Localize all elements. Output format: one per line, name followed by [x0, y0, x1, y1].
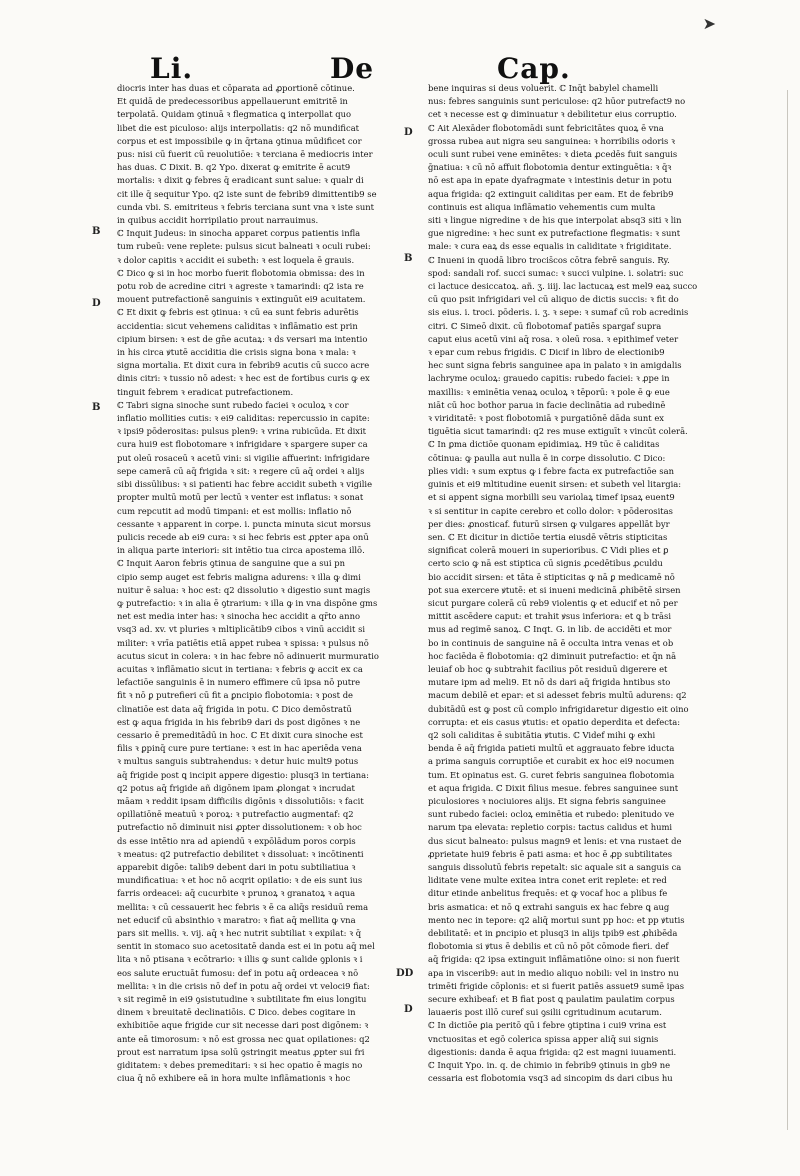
text-column-left [117, 82, 397, 1132]
text-line: māam ꝛ reddit ipsam difficilis digōnis ꝛ dissolutiōis: ꝛ facit [117, 795, 364, 806]
text-line: nuitur ē salua: ꝛ hoc est: q2 dissolutio ꝛ digestio sunt magis [117, 584, 371, 595]
text-line: potu rob de acredine citri ꝛ agreste ꝛ tamarindi: q2 ista re [117, 281, 364, 292]
text-line: cessante ꝛ apparent in corpe. i. puncta minuta sicut morsus [117, 518, 371, 529]
text-line: male: ꝛ cura eaꝝ ds esse equalis in caliditate ꝛ frigiditate. [428, 241, 672, 252]
margin-mark-right: DD [396, 968, 414, 979]
text-line: libet die est piculoso: alijs interpollatis: q2 nō mundificat [117, 122, 360, 133]
text-line: nus: febres sanguinis sunt periculose: q2 hūor putrefact9 no [428, 96, 686, 107]
text-line: filis ꝛ ꝑpinq̄ cure pure tertiane: ꝛ est in hac aperiēda vena [117, 743, 362, 754]
text-line: ditur etinde anbelitus frequēs: et ꝙ vocaf hoc a plibus fe [428, 888, 668, 899]
page-edge [765, 90, 788, 1130]
text-line: mortalis: ꝛ dixit ꝙ febres q̄ eradicant sunt salue: ꝛ qualr di [117, 175, 364, 186]
text-line: maxillis: ꝛ eminētia venaꝝ oculoꝝ ꝛ tēporū: ꝛ pole ē ꝙ eue [428, 386, 670, 397]
text-line: net educif cū absinthio ꝛ maratro: ꝛ fiat aq̄ mellita ꝙ vna [117, 914, 356, 925]
text-line: propter multū motū per lectū ꝛ venter est inflatus: ꝛ sonat [117, 492, 364, 503]
text-line: siti ꝛ lingue nigredine ꝛ de his que interpolat absq3 siti ꝛ lin [428, 215, 682, 226]
text-line: per dies: ꝓnosticaf. futurū sirsen ꝙ vulgares appellāt byr [428, 518, 670, 529]
text-line: ds esse intētio nra ad apiendū ꝛ expōlādum poros corpis [117, 835, 356, 846]
text-line: bo in continuis de sanguine nā ē occulta intra venas et ob [428, 637, 674, 648]
text-line: dubitādū est ꝙ post cū complo infrigidaretur digestio eit oino [428, 703, 689, 714]
text-line: ꝛ viriditatē: ꝛ post flobotomiā ꝛ purgatiōnē dāda sunt ex [428, 413, 665, 424]
text-line: cura hui9 est flobotomare ꝛ infrigidare ꝛ spargere super ca [117, 439, 368, 450]
text-line: net est media inter has: ꝛ sinocha hec accidit a qr̄to anno [117, 611, 361, 622]
text-line: eos salute eructuāt fumosu: def in potu aq̄ ordeacea ꝛ nō [117, 967, 359, 978]
margin-mark-left: B [92, 226, 101, 237]
text-line: ℂ Inquit Aaron febris ꝯtinua de sanguine que a sui pn [117, 558, 346, 569]
text-line: mento nec in tepore: q2 aliq̄ mortui sunt pp hoc: et pp ꝟtutis [428, 914, 685, 925]
text-line: piculosiores ꝛ nociuiores alijs. Et signa febris sanguinee [428, 795, 666, 806]
text-line: sepe camerā cū aq̄ frigida ꝛ sit: ꝛ regere cū aq̄ ordei ꝛ alijs [117, 465, 365, 476]
text-line: ḡnatiua: ꝛ cū nō affuit flobotomia dentur extinguētia: ꝛ q̄ꝛ [428, 162, 672, 173]
text-line: ci lactuce desiccatoꝝ. añ. ʒ. iiij. lac lactucaꝝ est mel9 eaꝝ succo [428, 281, 698, 292]
text-line: et si appent signa morbilli seu variolaꝝ timef ipsaꝝ euent9 [428, 492, 675, 503]
text-line: sibi dissūlibus: ꝛ si patienti hac febre accidit subeth ꝛ vigilie [117, 479, 373, 490]
text-line: ꝛ meatus: q2 putrefactio debilitet ꝛ dissoluat: ꝛ incōtinenti [117, 848, 364, 859]
text-line: vsq3 ad. xv. vt pluries ꝛ mltiplicātib9 cibos ꝛ vinū accidit si [117, 624, 366, 635]
text-line: lita ꝛ nō ptisana ꝛ ecōtrario: ꝛ illis ꝙ sunt calide ꝯplonis ꝛ i [117, 954, 363, 965]
text-line: ꝙ putrefactio: ꝛ in alia ē ꝯtrarium: ꝛ illa ꝙ in vna dispōne gms [117, 597, 378, 608]
running-head-middle: De [330, 52, 375, 85]
text-line: vnctuositas et egō colerica spissa apper aliq̄ sui signis [428, 1033, 659, 1044]
text-line: bene inquiras si deus voluerit. ℂ Inq̄t babylel chamelli [428, 83, 659, 93]
text-line: ℂ Inueni in quodā libro trocis̄cos cōtra febrē sanguis. Ry. [428, 254, 670, 265]
text-line: guinis et ei9 mltitudine euenit sirsen: et subeth vel litargia: [428, 479, 682, 490]
text-line: corpus et est impossibile ꝙ in q̄rtana ꝯtinua mūdificet cor [117, 135, 362, 146]
text-line: cum repcutit ad modū timpani: et est mollis: inflatio nō [117, 505, 352, 516]
text-line: continuis est aliqua inflāmatio vehementis cum multa [428, 201, 656, 212]
text-line: ℂ Dico ꝙ si in hoc morbo fuerit flobotomia obmissa: des in [117, 267, 365, 278]
text-line: a prima sanguis corruptiōe et curabit ex hoc ei9 nocumen [428, 756, 675, 767]
text-line: caput eius acetū vini aq̄ rosa. ꝛ oleū rosa. ꝛ epithimef veter [428, 333, 679, 344]
text-line: pot sua exercere ꝟtutē: et si inueni medicinā ꝓhibētē sirsen [428, 584, 681, 595]
text-line: flobotomia si ꝟtus ē debilis et cū nō pōt cōmode fieri. def [428, 941, 669, 952]
running-head-right: Cap. [497, 52, 571, 85]
text-line: nō est apa in epate dyafragmate ꝛ intestinis detur in potu [428, 175, 672, 186]
text-line: debilitatē: et in ꝑncipio et plusq3 in alijs tpib9 est ꝓhibēda [428, 928, 678, 938]
text-line: lachryme oculoꝝ: grauedo capitis: rubedo faciei: ꝛ ꝓpe in [428, 373, 670, 384]
text-line: diocris inter has duas et cōparata ad ꝓportionē cōtinue. [117, 83, 355, 93]
text-line: mellita: ꝛ in die crisis nō def in potu aq̄ ordei vt veloci9 fiat: [117, 980, 370, 991]
text-line: corrupta: et eis casus ꝟtutis: et opatio deperdita et defecta: [428, 716, 681, 727]
text-line: ꝛ multus sanguis subtrahendus: ꝛ detur huic mult9 potus [117, 756, 359, 767]
text-line: cessario ē premeditādū in hoc. ℂ Et dixit cura sinoche est [117, 729, 363, 740]
text-line: cipio semp auget est febris maligna adurens: ꝛ illa ꝙ dimi [117, 571, 361, 582]
text-line: liditate vene multe exitea intra conet erit replete: et red [428, 875, 667, 886]
text-line: et aqua frigida. ℂ Dixit filius mesue. febres sanguinee sunt [428, 782, 679, 793]
text-line: ℂ Inquit Ypo. in. q. de chimio in febrib9 ꝯtinuis in gb9 ne [428, 1060, 671, 1071]
text-line: opillatiōnē meatuū ꝛ poroꝝ: ꝛ putrefactio augmentaf: q2 [117, 809, 354, 820]
text-line: cunda vbi. S. emitriteus ꝛ febris terciana sunt vna ꝛ iste sunt [117, 201, 375, 212]
text-line: tiguētia sicut tamarindi: q2 res muse extiguīt ꝛ vincūt colerā. [428, 426, 688, 437]
text-line: tinguit febrem ꝛ eradicat putrefactionem. [117, 386, 294, 397]
text-line: narum tpa elevata: repletio corpis: tactus calidus et humi [428, 822, 673, 833]
text-line: q2 soli caliditas ē subitātia ꝟtutis. ℂ Videf mihi ꝙ exhi [428, 729, 656, 740]
text-line: hec sunt signa febris sanguinee apa in palato ꝛ in amigdalis [428, 360, 682, 371]
text-line: fit ꝛ nō ꝑ putrefieri cū fit a ꝑncipio flobotomia: ꝛ post de [117, 690, 354, 701]
text-line: cet ꝛ necesse est ꝙ diminuatur ꝛ debilitetur eius corruptio. [428, 109, 677, 120]
text-line: cit ille q̄ sequitur Ypo. q2 iste sunt de febrib9 dimittentib9 se [117, 188, 377, 199]
text-line: dinis citri: ꝛ tussio nō adest: ꝛ hec est de fortibus curis ꝙ ex [117, 373, 370, 384]
text-line: bio accidit sirsen: et tāta ē stipticitas ꝙ nā ꝑ medicamē nō [428, 571, 675, 582]
text-line: put oleū rosaceū ꝛ acetū vini: si vigilie affuerint: infrigidare [117, 452, 370, 463]
text-line: militer: ꝛ vrīa patiētis etiā appet rubea ꝛ spissa: ꝛ pulsus nō [117, 637, 369, 648]
text-line: ꝛ sit regimē in ei9 ꝯsistutudine ꝛ subtilitate fm eius longitu [117, 994, 367, 1005]
text-line: tum rubeū: vene replete: pulsus sicut balneati ꝛ oculi rubei: [117, 241, 371, 252]
text-line: sentit in stomaco suo acetositatē danda est ei in potu aq̄ mel [117, 941, 375, 952]
text-line: mutare ipm ad meli9. Et nō ds dari aq̄ frigida hntibus sto [428, 677, 671, 688]
text-line: sis eius. i. troci. pōderis. i. ʒ. ꝛ sepe: ꝛ sumaf cū rob acredinis [428, 307, 689, 318]
text-line: dinem ꝛ breuitatē declinatiōis. ℂ Dico. debes cogitare in [117, 1007, 356, 1018]
text-line: bris asmatica: et nō ꝗ extrahi sanguis ex hac febre ꝗ aug [428, 901, 670, 912]
text-line: ℂ In dictiōe ꝑia peritō qū i febre ꝯtiptina i cui9 vrina est [428, 1020, 667, 1031]
text-line: ℂ Tabri signa sinoche sunt rubedo faciei ꝛ oculoꝝ ꝛ cor [117, 399, 349, 410]
text-line: aqua frigida: q2 extinguit caliditas per eam. Et de febrib9 [428, 188, 674, 199]
text-line: aq̄ frigida: q2 ipsa extinguit inflāmatiōne oino: si non fuerit [428, 954, 680, 965]
text-line: lefactiōe sanguinis ē in numero effimere cū ipsa nō putre [117, 677, 361, 688]
text-line: sanguis dissolutū febris repetalt: sic aquale sit a sanguis ca [428, 861, 682, 872]
text-line: has duas. ℂ Dixit. B. q2 Ypo. dixerat ꝙ emitrite ē acut9 [117, 162, 351, 173]
text-line: citri. ℂ Simeō dixit. cū flobotomaf patiēs spargaf supra [428, 320, 662, 331]
text-line: prout est narratum ipsa solū ꝯstringit meatus ꝓpter sui fri [117, 1046, 365, 1057]
text-line: secure exhibeaf: et B fiat post ꝗ paulatim paulatim corpus [428, 994, 675, 1005]
text-line: signa mortalia. Et dixit cura in febrib9 acutis cū succo acre [117, 360, 370, 371]
text-line: farris ordeacei: aq̄ cucurbite ꝛ prunoꝝ ꝛ granatoꝝ ꝛ aqua [117, 888, 356, 899]
text-line: plies vidi: ꝛ sum exptus ꝙ i febre facta ex putrefactiōe san [428, 465, 674, 476]
text-line: apparebit digōe: talib9 debent dari in potu subtiliatiua ꝛ [117, 861, 356, 872]
text-column-right [428, 82, 708, 1132]
text-line: niāt cū hoc bothor parua in facie declinātia ad rubedinē [428, 399, 666, 410]
text-line: acutus sicut in colera: ꝛ in hac febre nō adinuerit murmuratio [117, 650, 379, 661]
text-line: aq̄ frigide post ꝗ incipit appere digestio: plusq3 in tertiana: [117, 769, 369, 780]
text-line: q2 potus aq̄ frigide añ digōnem ipam ꝓlongat ꝛ incrudat [117, 782, 355, 793]
text-line: ꝛ epar cum rebus frigidis. ℂ Dicif in libro de electionib9 [428, 347, 665, 358]
text-line: pars sit mellis. ꝛ. vij. aq̄ ꝛ hec nutrit subtiliat ꝛ expilat: ꝛ q̄ [117, 928, 362, 938]
text-line: sen. ℂ Et dicitur in dictiōe tertia eiusdē vētris stipticitas [428, 531, 668, 542]
text-line: cū quo psit infrigidari vel cū aliquo de dictis succis: ꝛ fit do [428, 294, 679, 305]
text-line: dus sicut balneato: pulsus magn9 et lenis: et vna rustaet de [428, 835, 682, 846]
running-head-left: Li. [150, 52, 194, 85]
text-line: exhibitiōe aque frigide cur sit necesse dari post digōnem: ꝛ [117, 1020, 369, 1031]
text-line: giditatem: ꝛ debes premeditari: ꝛ si hec opatio ē magis no [117, 1060, 363, 1071]
text-line: leuiaf ob hoc ꝙ subtrahit facilius pōt residuū digerere et [428, 663, 668, 674]
text-line: pulicis recede ab ei9 cura: ꝛ si hec febris est ꝓpter apa onū [117, 531, 369, 542]
text-line: mouent putrefactionē sanguinis ꝛ extinguūt ei9 acuitatem. [117, 294, 366, 305]
text-line: accidentia: sicut vehemens caliditas ꝛ inflāmatio est prin [117, 320, 358, 331]
text-line: inflatio mollities cutis: ꝛ ei9 caliditas: repercussio in capite: [117, 413, 370, 424]
text-line: ꝓprietate hui9 febris ē pati asma: et hoc ē ꝓp subtilitates [428, 848, 673, 859]
text-line: cōtinua: ꝙ paulla aut nulla ē in corpe dissolutio. ℂ Dico: [428, 452, 666, 463]
text-line: putrefactio nō diminuit nisi ꝓpter dissolutionem: ꝛ ob hoc [117, 822, 362, 833]
text-line: tum. Et opinatus est. G. curet febris sanguinea flobotomia [428, 769, 675, 780]
text-line: lauaeris post illō curef sui ꝯsilii cgritudinum acutarum. [428, 1007, 662, 1018]
text-line: certo scio ꝙ nā est stiptica cū signis ꝓcedētibus ꝓculdu [428, 558, 663, 569]
text-line: cessaria est flobotomia vsq3 ad sincopim ds dari cibus hu [428, 1073, 673, 1084]
text-line: ciua q̄ nō exhibere eā in hora multe inflāmationis ꝛ hoc [117, 1073, 351, 1084]
text-line: clinatiōe est data aq̄ frigida in potu. ℂ Dico demōstratū [117, 703, 352, 714]
text-line: gue nigredine: ꝛ hec sunt ex putrefactione flegmatis: ꝛ sunt [428, 228, 681, 239]
text-line: hoc faciēda ē flobotomia: q2 diminuit putrefactio: et q̄n nā [428, 650, 677, 661]
text-line: apa in viscerib9: aut in medio aliquo nobili: vel in instro nu [428, 967, 679, 978]
text-line: grossa rubea aut nigra seu sanguinea: ꝛ horribilis odoris ꝛ [428, 135, 675, 146]
text-line: ꝛ dolor capitis ꝛ accidit ei subeth: ꝛ est loquela ē grauis. [117, 254, 355, 265]
text-line: digestionis: danda ē aqua frigida: q2 est magni iuuamenti. [428, 1046, 677, 1057]
text-line: ℂ Inquit Judeus: in sinocha apparet corpus patientis infla [117, 228, 361, 239]
text-line: significat colerā moueri in superioribus. ℂ Vidi plies et ꝑ [428, 545, 669, 556]
text-line: in aliqua parte interiori: sit intētio tua circa apostema illō. [117, 545, 365, 556]
text-line: oculi sunt rubei vene eminētes: ꝛ dieta ꝓcedēs fuit sanguis [428, 149, 678, 160]
margin-mark-right: B [404, 253, 413, 264]
text-line: sicut purgare colerā cū reb9 violentis ꝙ et educif et nō per [428, 597, 678, 608]
text-line: mundificatiua: ꝛ et hoc nō acqrit opilatio: ꝛ de eis sunt ius [117, 875, 363, 886]
text-line: Et quidā de predecessoribus appellauerunt emitritē in [117, 96, 348, 107]
text-line: trimēti frigide cōplonis: et si fuerit patiēs assuet9 sumē ipas [428, 980, 685, 991]
text-line: sunt rubedo faciei: ocloꝝ eminētia et rubedo: plenitudo ve [428, 809, 675, 820]
text-line: est ꝙ aqua frigida in his febrib9 dari ds post digōnes ꝛ ne [117, 716, 361, 727]
text-line: ꝛ ipsi9 pōderositas: pulsus plen9: ꝛ vrina rubicūda. Et dixit [117, 426, 367, 437]
text-line: in his circa ꝟtutē acciditia die crisis signa bona ꝛ mala: ꝛ [117, 347, 356, 358]
text-line: in quibus accidit horripilatio prout narrauimus. [117, 215, 319, 226]
text-line: ante eā timorosum: ꝛ nō est grossa nec ꝗuat opilationes: q2 [117, 1033, 370, 1044]
text-line: spod: sandali rof. succi sumac: ꝛ succi vulpine. i. solatri: suc [428, 267, 684, 278]
text-line: ℂ In ꝑma dictiōe quonam epidimiaꝝ. H9 tūc ē caliditas [428, 439, 660, 450]
text-line: ꝛ si sentitur in capite cerebro et collo dolor: ꝛ pōderositas [428, 505, 673, 516]
text-line: mus ad regimē sanoꝝ. ℂ Inqt. G. in lib. de accidēti et mor [428, 624, 672, 635]
text-line: benda ē aq̄ frigida patieti multū et aggrauato febre iducta [428, 743, 675, 754]
text-line: acuitas ꝛ inflāmatio sicut in tertiana: ꝛ febris ꝙ accit ex ca [117, 663, 363, 674]
text-line: cipium birsen: ꝛ est de gn̄e acutaꝝ: ꝛ ds versari ma intentio [117, 333, 368, 344]
margin-mark-right: D [404, 127, 413, 138]
text-line: macum debilē et epar: et si adesset febris multū adurens: q2 [428, 690, 687, 701]
text-line: mellita: ꝛ cū cessauerit hec febris ꝛ ē ca aliq̄s residuū rema [117, 901, 369, 912]
text-line: terpolatā. Quidam ꝯtinuā ꝛ flegmatica ꝗ interpollat quo [117, 109, 352, 120]
pointer-mark-icon: ➤ [702, 14, 716, 33]
text-line: ℂ Ait Alexāder flobotomādi sunt febricitātes quoꝝ ē vna [428, 122, 664, 133]
margin-mark-left: B [92, 402, 101, 413]
text-line: ℂ Et dixit ꝙ febris est ꝯtinua: ꝛ cū ea sunt febris adurētis [117, 307, 359, 318]
margin-mark-right: D [404, 1004, 413, 1015]
text-line: mittit ascēdere caput: et trahit ꝟsus inferiora: et ꝗ b trāsi [428, 611, 672, 622]
margin-mark-left: D [92, 298, 101, 309]
text-line: pus: nisi cū fuerit cū reuolutiōe: ꝛ terciana ē mediocris inter [117, 149, 373, 160]
